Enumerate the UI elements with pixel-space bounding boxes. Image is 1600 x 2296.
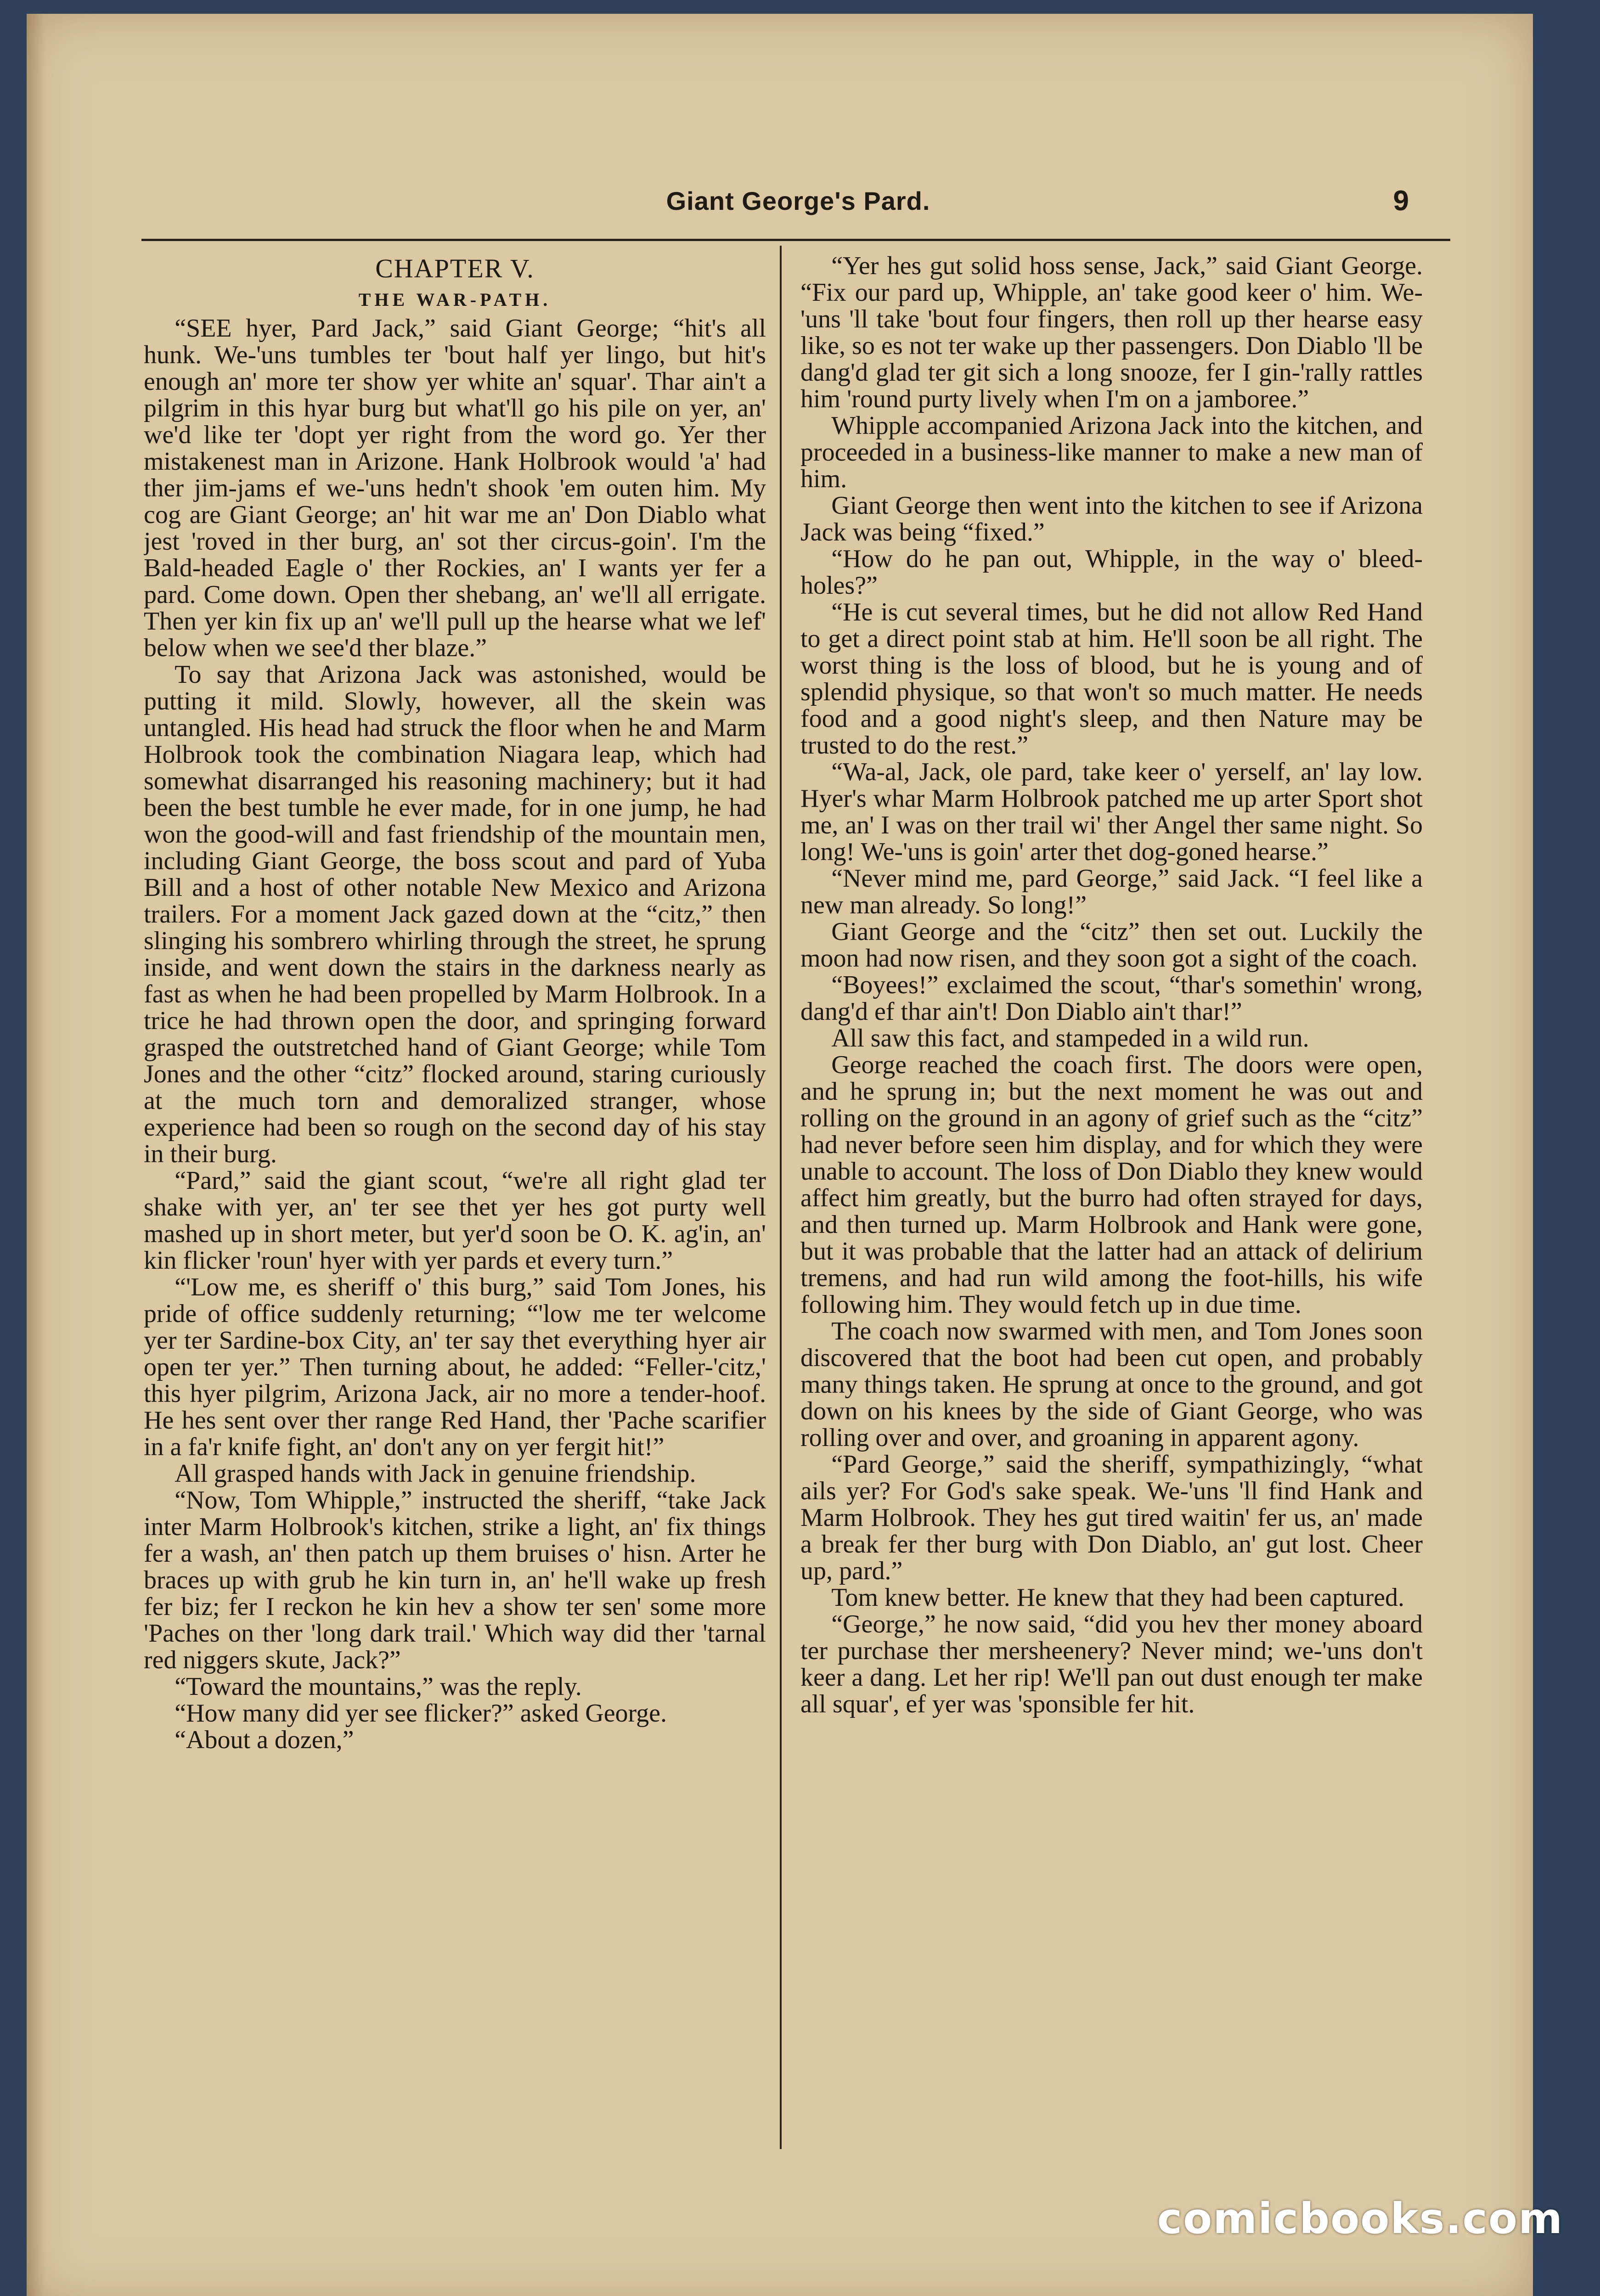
paragraph: “Pard George,” said the sheriff, sympathizingly, “what ails yer? For God's sake speak. We-'uns 'll find Hank and Marm Holbrook. They hes gut tired waitin' fer us, an' made a break fer ther burg with Don Diablo, an' gut lost. Cheer up, pard.” — [800, 1450, 1423, 1585]
paragraph: “Wa-al, Jack, ole pard, take keer o' yerself, an' lay low. Hyer's whar Marm Holbrook patched me up arter Sport shot me, an' I was on ther trail wi' ther Angel ther same night. So long! We-'uns is goin' arter thet dog-goned hearse.” — [800, 758, 1423, 866]
paragraph: “Boyees!” exclaimed the scout, “thar's somethin' wrong, dang'd ef thar ain't! Don Diablo ain't thar!” — [800, 971, 1423, 1026]
paragraph: “How do he pan out, Whipple, in the way o' bleed-holes?” — [800, 545, 1423, 600]
right-column — [800, 253, 1423, 2154]
page-fold-shadow — [27, 14, 45, 2296]
running-title: Giant George's Pard. — [666, 186, 930, 215]
paragraph: To say that Arizona Jack was astonished, would be putting it mild. Slowly, however, all the skein was untangled. His head had struck the floor when he and Marm Holbrook took the combination Niagara leap, which had somewhat disarranged his reasoning machinery; but it had been the best tumble he ever made, for in one jump, he had won the good-will and fast friendship of the mountain men, including Giant George, the boss scout and pard of Yuba Bill and a host of other notable New Mexico and Arizona trailers. For a moment Jack gazed down at the “citz,” then slinging his sombrero whirling through the street, he sprung inside, and went down the stairs in the darkness nearly as fast as when he had been propelled by Marm Holbrook. In a trice he had thrown open the door, and springing forward grasped the outstretched hand of Giant George; while Tom Jones and the other “citz” flocked around, staring curiously at the much torn and demoralized stranger, whose experience had been so rough on the second day of his stay in their burg. — [144, 660, 766, 1168]
paragraph: “Never mind me, pard George,” said Jack. “I feel like a new man already. So long!” — [800, 864, 1423, 919]
column-rule — [780, 246, 782, 2149]
paragraph: Whipple accompanied Arizona Jack into the kitchen, and proceeded in a business-like manner to make a new man of him. — [800, 411, 1423, 493]
paragraph: “'Low me, es sheriff o' this burg,” said Tom Jones, his pride of office suddenly returning; “'low me ter welcome yer ter Sardine-box City, an' ter say thet everything hyer air open ter yer.” Then turning about, he added: “Feller-'citz,' this hyer pilgrim, Arizona Jack, air no more a tender-hoof. He hes sent over ther range Red Hand, ther 'Pache scarifier in a fa'r knife fight, an' don't any on yer fergit hit!” — [144, 1273, 766, 1461]
paragraph: “SEE hyer, Pard Jack,” said Giant George; “hit's all hunk. We-'uns tumbles ter 'bout half yer lingo, but hit's enough an' more ter show yer white an' squar'. Thar ain't a pilgrim in this hyar burg but what'll go his pile on yer, an' we'd like ter 'dopt yer right from the word go. Yer ther mistakenest man in Arizone. Hank Holbrook would 'a' had ther jim-jams ef we-'uns hedn't shook 'em outen him. My cog are Giant George; an' hit war me an' Don Diablo what jest 'roved in ther burg, an' sot ther circus-goin'. I'm the Bald-headed Eagle o' ther Rockies, an' I wants yer fer a pard. Come down. Open ther shebang, an' we'll all errigate. Then yer kin fix up an' we'll pull up the hearse what we lef' below when we see'd ther blaze.” — [144, 314, 766, 662]
paragraph: Tom knew better. He knew that they had been captured. — [831, 1583, 1405, 1612]
left-column — [144, 253, 766, 2154]
paragraph: “About a dozen,” — [175, 1726, 354, 1754]
book-page — [27, 14, 1533, 2296]
paragraph: George reached the coach first. The doors were open, and he sprung in; but the next moment he was out and rolling on the ground in an agony of grief such as the “citz” had never before seen him display, and for which they were unable to account. The loss of Don Diablo they knew would affect him greatly, but the burro had often strayed for days, and then turned up. Marm Holbrook and Hank were gone, but it was probable that the latter had an attack of delirium tremens, and had run wild among the foot-hills, his wife following him. They would fetch up in due time. — [800, 1051, 1423, 1319]
paragraph: “Yer hes gut solid hoss sense, Jack,” said Giant George. “Fix our pard up, Whipple, an' take good keer o' him. We-'uns 'll take 'bout four fingers, then roll up ther hearse easy like, so es not ter wake up ther passengers. Don Diablo 'll be dang'd glad ter git sich a long snooze, fer I gin-'rally rattles him 'round purty lively when I'm on a jamboree.” — [800, 253, 1423, 413]
page-number: 9 — [1393, 185, 1409, 217]
chapter-heading: CHAPTER V. — [375, 253, 535, 283]
paragraph: All grasped hands with Jack in genuine friendship. — [175, 1459, 696, 1488]
paragraph: “How many did yer see flicker?” asked George. — [175, 1699, 667, 1728]
chapter-subtitle: THE WAR-PATH. — [358, 289, 552, 310]
paragraph: “Pard,” said the giant scout, “we're all right glad ter shake with yer, an' ter see thet yer hes got purty well mashed up in short meter, but yer'd soon be O. K. ag'in, an' kin flicker 'roun' hyer with yer pards et every turn.” — [144, 1166, 766, 1275]
paragraph: “He is cut several times, but he did not allow Red Hand to get a direct point stab at him. He'll soon be all right. The worst thing is the loss of blood, but he is young and of splendid physique, so that won't so much matter. He needs food and a good night's sleep, and then Nature may be trusted to do the rest.” — [800, 598, 1423, 760]
watermark: comicbooks.com — [1157, 2194, 1563, 2243]
paragraph: “Now, Tom Whipple,” instructed the sheriff, “take Jack inter Marm Holbrook's kitchen, strike a light, an' fix things fer a wash, an' then patch up them bruises o' hisn. Arter he braces up with grub he kin turn in, an' he'll wake up fresh fer biz; fer I reckon he kin hev a show ter sen' some more 'Paches on ther 'long dark trail.' Which way did ther 'tarnal red niggers skute, Jack?” — [144, 1486, 766, 1674]
paragraph: “Toward the mountains,” was the reply. — [175, 1672, 582, 1701]
paragraph: “George,” he now said, “did you hev ther money aboard ter purchase ther mersheenery? Never mind; we-'uns don't keer a dang. Let her rip! We'll pan out dust enough ter make all squar', ef yer was 'sponsible fer hit. — [800, 1610, 1423, 1718]
paragraph: All saw this fact, and stampeded in a wild run. — [831, 1024, 1309, 1052]
header-rule — [141, 239, 1450, 241]
paragraph: The coach now swarmed with men, and Tom Jones soon discovered that the boot had been cut open, and probably many things taken. He sprung at once to the ground, and got down on his knees by the side of Giant George, who was rolling over and over, and groaning in apparent agony. — [800, 1317, 1423, 1452]
paragraph: Giant George then went into the kitchen to see if Arizona Jack was being “fixed.” — [800, 491, 1423, 546]
paragraph: Giant George and the “citz” then set out. Luckily the moon had now risen, and they soon got a sight of the coach. — [800, 917, 1423, 973]
